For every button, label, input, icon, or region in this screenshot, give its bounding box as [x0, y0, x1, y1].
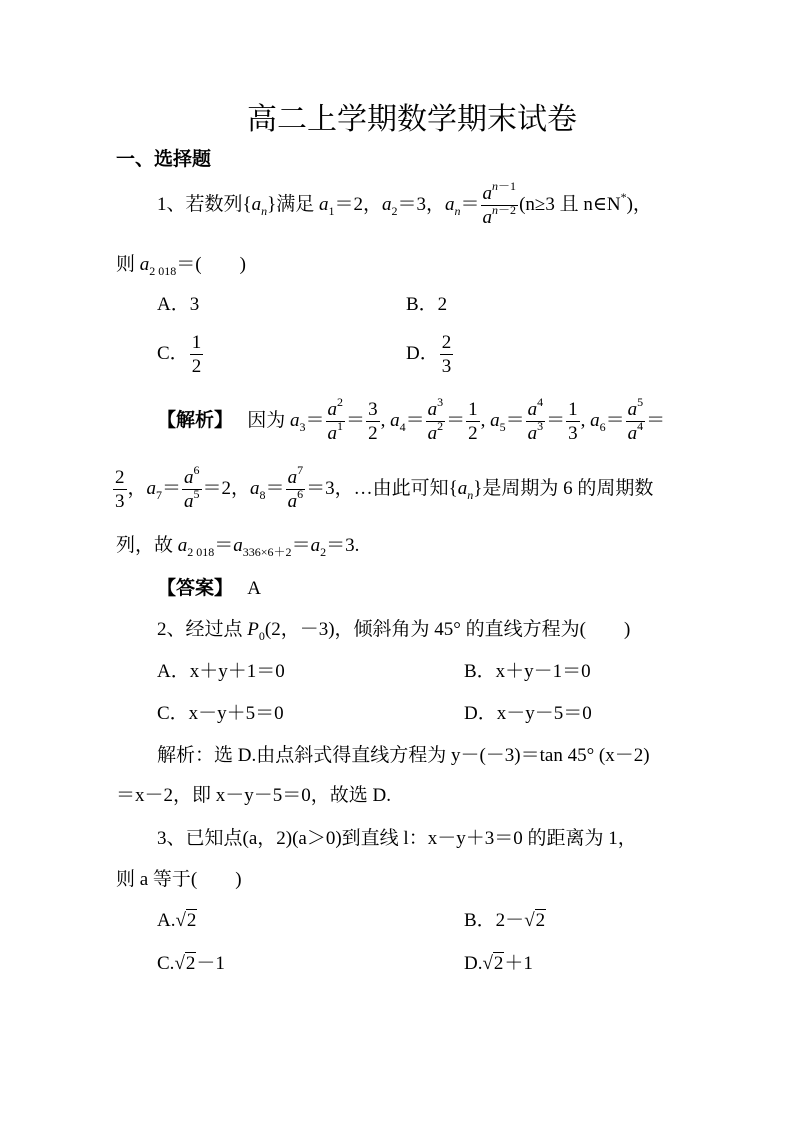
q1-explanation-line3: 列，故 $a_{2 018}=a_{336\times 6+2}=a_2=3$.: [116, 535, 360, 559]
q2-explanation-line2: ＝x－2，即 x－y－5＝0，故选 D.: [116, 785, 391, 806]
fraction: $\frac{a^{n-1}}{a^{n-2}}$: [482, 179, 517, 228]
q1-answer: 【答案】 A: [157, 578, 261, 599]
q3-option-a[interactable]: A.√2: [157, 910, 197, 931]
q2-option-d[interactable]: D．x－y－5＝0: [464, 703, 592, 724]
q1-option-b[interactable]: B．2: [406, 294, 448, 315]
q1-option-c[interactable]: C． $\frac{1}{2}$: [157, 332, 202, 377]
q2-option-c[interactable]: C．x－y＋5＝0: [157, 703, 284, 724]
q2-option-b[interactable]: B．x＋y－1＝0: [464, 661, 591, 682]
question-2-stem: 2、经过点 $P_0(2$，－3)，倾斜角为 45° 的直线方程为( ): [157, 619, 631, 643]
q1-option-a[interactable]: A．3: [157, 294, 200, 315]
q1-option-d[interactable]: D． $\frac{2}{3}$: [406, 332, 452, 377]
q2-explanation-line1: 解析：选 D.由点斜式得直线方程为 y－(－3)＝tan 45° (x－2): [157, 745, 650, 766]
section-heading: 一、选择题: [116, 148, 212, 170]
q3-option-d[interactable]: D.√2＋1: [464, 953, 533, 974]
q1-explanation-line1: 【解析】 因为 $a_3=$ $\frac{a^2}{a^1}$ ＝ $\frac{3}{2}$ , $a_4=$ $\frac{a^3}{a^2}$ ＝ $\frac{1}{2}$ , $a_5=$ $\frac{a^4}{a^3}$ ＝ $\frac{1}{3}$ , $a_6=$ $\frac{a^5}{a^4}$ ＝: [157, 395, 666, 444]
page-title: 高二上学期数学期末试卷: [247, 103, 577, 136]
question-3-stem-line1: 3、已知点(a，2)(a＞0)到直线 l：x－y＋3＝0 的距离为 1，: [157, 828, 637, 849]
q3-option-c[interactable]: C.√2－1: [157, 953, 225, 974]
question-1-line2: 则 $a_{2 018}=$( ): [116, 254, 246, 278]
question-1-stem: 1、若数列$\{a_n\}$满足 $a_1=2$，$a_2=3$，$a_n=$ $\frac{a^{n-1}}{a^{n-2}}$ (n≥3 且 n∈N*)，: [157, 179, 652, 228]
question-3-stem-line2: 则 a 等于( ): [116, 869, 242, 890]
q3-option-b[interactable]: B．2－√2: [464, 910, 546, 931]
q1-explanation-line2: $\frac{2}{3}$ ，$a_7=$ $\frac{a^6}{a^5}$ ＝2，$a_8=$ $\frac{a^7}{a^6}$ ＝3，…由此可知$\{a_n\}$是周期为 6 的周期数: [115, 463, 654, 512]
q2-option-a[interactable]: A．x＋y＋1＝0: [157, 661, 285, 682]
